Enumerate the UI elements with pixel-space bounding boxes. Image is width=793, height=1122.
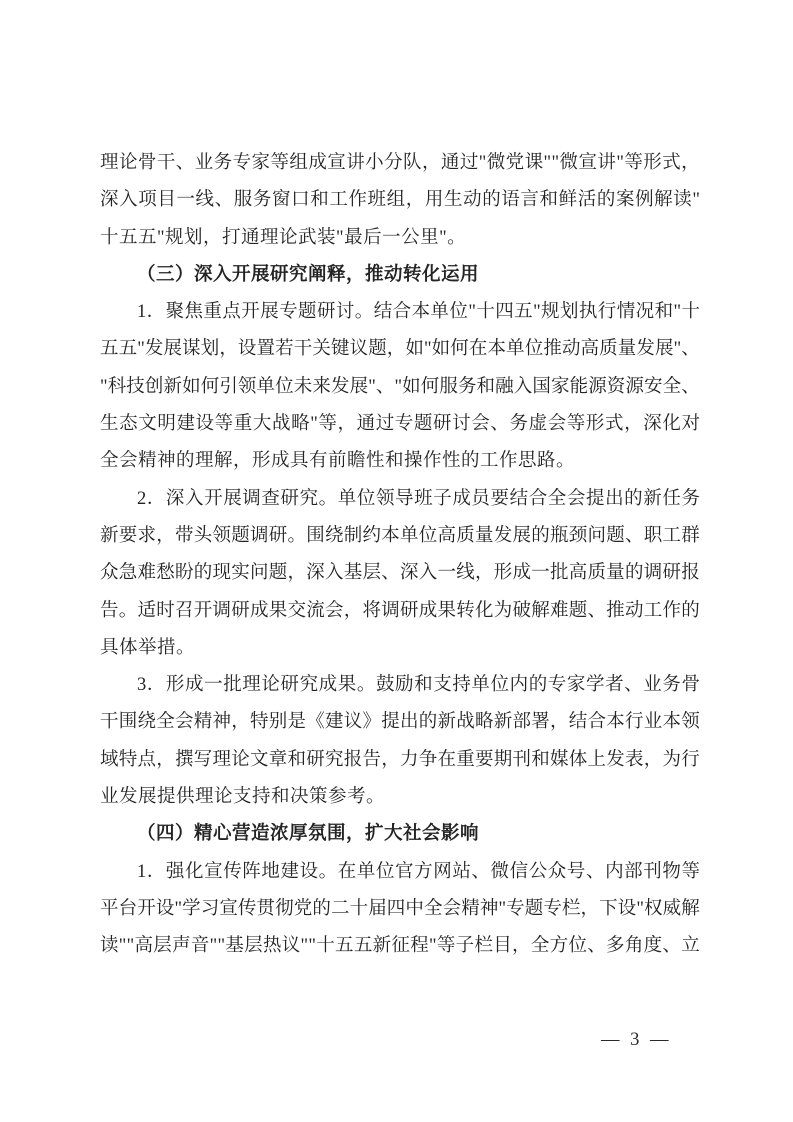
page-number: — 3 — — [601, 1030, 672, 1050]
text-line: 具体举措。 — [100, 637, 196, 658]
text-line: " 科 技 创 新 如 何 引 领 单 位 未 来 发 展 " 、 " 如 何 服 务 和 融 入 国 家 能 源 资 源 安 全 、 — [100, 376, 700, 397]
text-line: 1 ． 聚 焦 重 点 开 展 专 题 研 讨 。 结 合 本 单 位 " 十 四 五 " 规 划 执 行 情 况 和 " 十 — [137, 302, 700, 323]
text-line: 全会精神的理解，形成具有前瞻性和操作性的工作思路。 — [100, 451, 576, 472]
text-line: 域 特 点 ， 撰 写 理 论 文 章 和 研 究 报 告 ， 力 争 在 重 要 期 刊 和 媒 体 上 发 表 ， 为 行 — [100, 749, 700, 770]
text-line: 平 台 开 设 " 学 习 宣 传 贯 彻 党 的 二 十 届 四 中 全 会 精 神 " 专 题 专 栏 ， 下 设 " 权 威 解 — [100, 898, 700, 919]
text-line: 业发展提供理论支持和决策参考。 — [100, 787, 386, 808]
text-line: 理 论 骨 干 、 业 务 专 家 等 组 成 宣 讲 小 分 队 ， 通 过 " 微 党 课 " " 微 宣 讲 " 等 形 式 ， — [100, 153, 700, 173]
text-line: 新 要 求 ， 带 头 领 题 调 研 。 围 绕 制 约 本 单 位 高 质 量 发 展 的 瓶 颈 问 题 、 职 工 群 — [100, 525, 700, 546]
text-line: 五 五 " 发 展 谋 划 ， 设 置 若 干 关 键 议 题 ， 如 " 如 何 在 本 单 位 推 动 高 质 量 发 展 " 、 — [100, 339, 700, 360]
text-line: 1 ． 强 化 宣 传 阵 地 建 设 。 在 单 位 官 方 网 站 、 微 信 公 众 号 、 内 部 刊 物 等 — [137, 861, 700, 882]
text-line: 深 入 项 目 一 线 、 服 务 窗 口 和 工 作 班 组 ， 用 生 动 的 语 言 和 鲜 活 的 案 例 解 读 " — [100, 190, 700, 211]
text-line: 众 急 难 愁 盼 的 现 实 问 题 ， 深 入 基 层 、 深 入 一 线 ， 形 成 一 批 高 质 量 的 调 研 报 — [100, 563, 700, 584]
text-line: 生 态 文 明 建 设 等 重 大 战 略 " 等 ， 通 过 专 题 研 讨 会 、 务 虚 会 等 形 式 ， 深 化 对 — [100, 414, 700, 435]
text-line: 告 。 适 时 召 开 调 研 成 果 交 流 会 ， 将 调 研 成 果 转 化 为 破 解 难 题 、 推 动 工 作 的 — [100, 600, 700, 621]
text-line: 干 围 绕 全 会 精 神 ， 特 别 是 《 建 议 》 提 出 的 新 战 略 新 部 署 ， 结 合 本 行 业 本 领 — [100, 712, 700, 733]
section-heading: （三）深入开展研究阐释，推动转化运用 — [137, 264, 480, 285]
text-line: 读 " " 高 层 声 音 " " 基 层 热 议 " " 十 五 五 新 征 程 " 等 子 栏 目 ， 全 方 位 、 多 角 度 、 立 — [100, 936, 700, 957]
document-body — [100, 145, 700, 966]
section-heading: （四）精心营造浓厚氛围，扩大社会影响 — [137, 824, 480, 845]
text-line: 2 ． 深 入 开 展 调 查 研 究 。 单 位 领 导 班 子 成 员 要 结 合 全 会 提 出 的 新 任 务 — [137, 488, 700, 509]
text-line: 十五五"规划，打通理论武装"最后一公里"。 — [100, 227, 467, 248]
text-line: 3 ． 形 成 一 批 理 论 研 究 成 果 。 鼓 励 和 支 持 单 位 内 的 专 家 学 者 、 业 务 骨 — [137, 675, 700, 696]
